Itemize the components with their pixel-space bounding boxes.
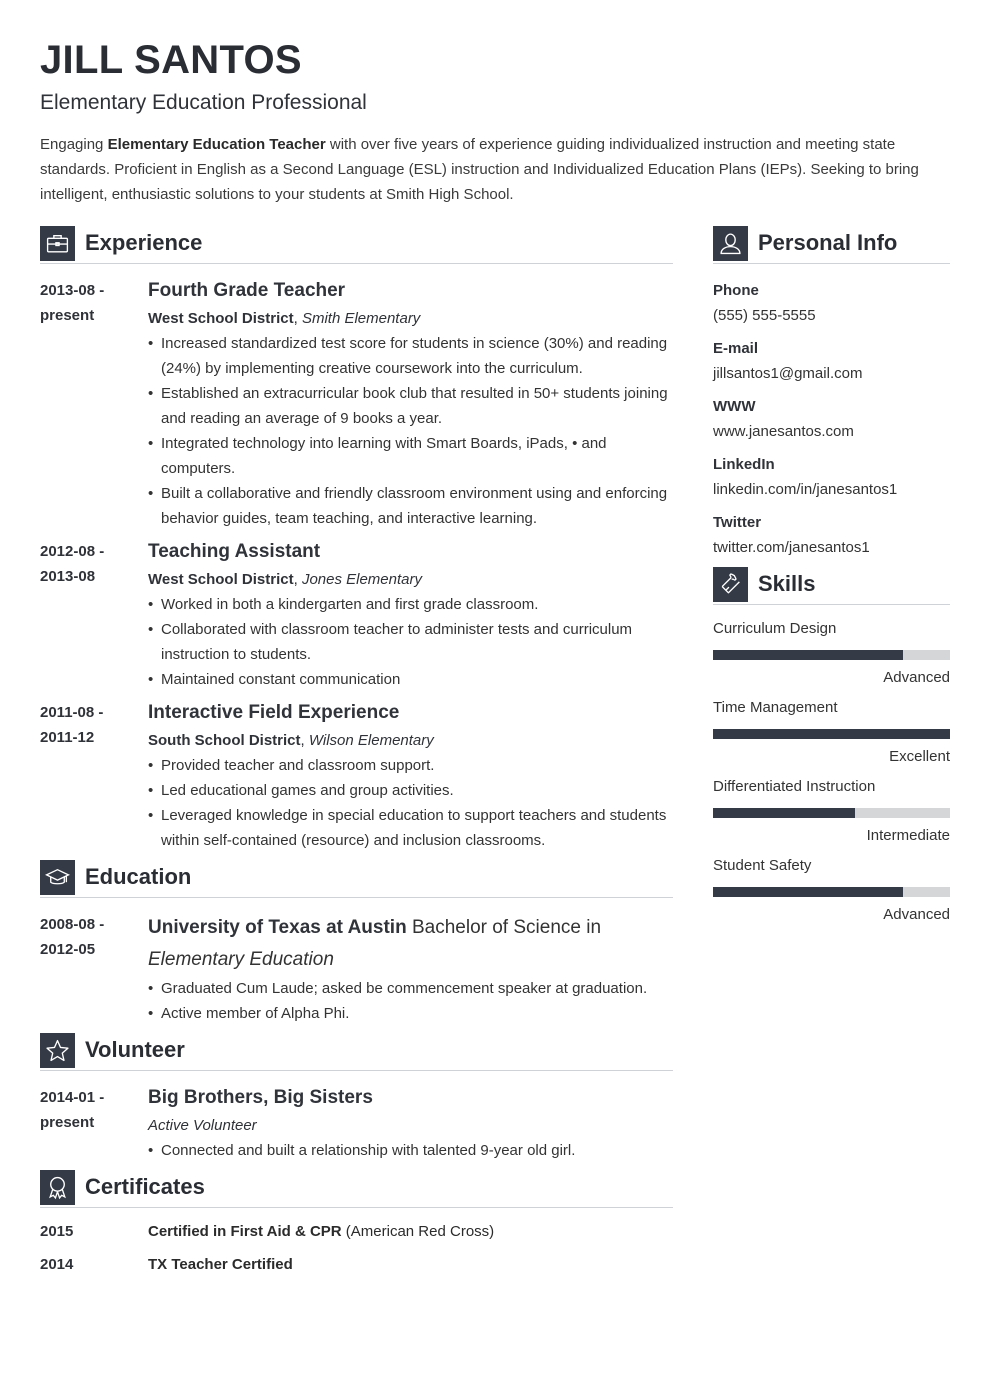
skills-title: Skills	[758, 571, 816, 596]
entry-date: 2011-08 - 2011-12	[40, 704, 104, 746]
entry-date: 2008-08 - 2012-05	[40, 916, 105, 958]
summary-highlight: Elementary Education Teacher	[107, 136, 326, 153]
info-label: LinkedIn	[713, 456, 775, 473]
summary-text-end: with over five years of experience guiding individualized instruction and meeting state standards. Proficient in English as a Second Language (ESL) instruction and Individualized Education Plans (IEPs). Seeking to bring intelligent, enthusiastic solutions to your students at Smith High School.	[40, 136, 919, 203]
bullet-item: • Worked in both a kindergarten and first grade classroom.	[148, 592, 673, 617]
info-value: www.janesantos.com	[713, 423, 854, 440]
certificates-title: Certificates	[85, 1174, 205, 1199]
skill-bar-fill	[713, 887, 903, 897]
info-item	[713, 452, 950, 502]
entry-org: West School District, Jones Elementary	[148, 571, 422, 588]
info-item	[713, 394, 950, 444]
certificate-name: TX Teacher Certified	[148, 1256, 293, 1273]
entry-title: Big Brothers, Big Sisters	[148, 1087, 373, 1108]
certificates-header	[40, 1171, 673, 1208]
info-item	[713, 336, 950, 386]
summary-text-start: Engaging	[40, 136, 108, 153]
education-title: Education	[85, 864, 192, 889]
volunteer-title: Volunteer	[85, 1037, 185, 1062]
certificate-row	[40, 1255, 673, 1275]
skill-item	[713, 698, 950, 767]
resume-role: Elementary Education Professional	[40, 91, 367, 114]
resume-name: JILL SANTOS	[40, 38, 302, 82]
graduation-cap-icon	[40, 860, 75, 895]
entry-title: Fourth Grade Teacher	[148, 280, 346, 301]
skill-level: Excellent	[889, 748, 950, 765]
skills-header	[713, 568, 950, 605]
skill-bar	[713, 650, 950, 660]
bullet-item: • Built a collaborative and friendly classroom environment using and enforcing behavior guides, team teaching, and interactive learning.	[148, 481, 673, 531]
info-value: linkedin.com/in/janesantos1	[713, 481, 898, 498]
skill-item	[713, 856, 950, 925]
bullet-item: • Leveraged knowledge in special education to support teachers and students within self-contained (resource) and inclusion classrooms.	[148, 803, 673, 853]
personal-info-title: Personal Info	[758, 230, 898, 255]
bullet-item: • Graduated Cum Laude; asked be commencement speaker at graduation.	[148, 976, 673, 1001]
entry-date: 2014-01 - present	[40, 1089, 105, 1131]
info-value: jillsantos1@gmail.com	[713, 365, 863, 382]
entry-bullets	[148, 1138, 673, 1163]
education-header	[40, 861, 673, 898]
certificates-section	[40, 1171, 673, 1275]
info-value: twitter.com/janesantos1	[713, 539, 870, 556]
skill-level: Advanced	[883, 906, 950, 923]
skill-item	[713, 777, 950, 846]
info-value: (555) 555-5555	[713, 307, 816, 324]
entry-title: Teaching Assistant	[148, 541, 321, 562]
volunteer-header	[40, 1034, 673, 1071]
skills-section	[713, 568, 950, 925]
skill-item	[713, 619, 950, 688]
certificate-year: 2014	[40, 1256, 74, 1273]
info-label: E-mail	[713, 340, 759, 357]
experience-entry	[40, 700, 673, 853]
info-item	[713, 510, 950, 560]
experience-entry	[40, 278, 673, 531]
skill-bar	[713, 887, 950, 897]
entry-date: 2013-08 - present	[40, 282, 105, 324]
bullet-item: • Active member of Alpha Phi.	[148, 1001, 673, 1026]
entry-bullets	[148, 753, 673, 853]
skill-name: Curriculum Design	[713, 620, 837, 637]
info-label: WWW	[713, 398, 756, 415]
skill-bar-fill	[713, 808, 855, 818]
entry-bullets	[148, 592, 673, 692]
sidebar-column	[713, 227, 950, 935]
entry-title: Interactive Field Experience	[148, 702, 400, 723]
experience-header	[40, 227, 673, 264]
volunteer-section	[40, 1034, 673, 1163]
experience-entry	[40, 539, 673, 692]
puzzle-icon	[713, 567, 748, 602]
volunteer-entry	[40, 1085, 673, 1163]
info-label: Phone	[713, 282, 759, 299]
certificate-year: 2015	[40, 1223, 74, 1240]
skill-name: Time Management	[713, 699, 838, 716]
skill-name: Differentiated Instruction	[713, 778, 876, 795]
skill-bar	[713, 808, 950, 818]
certificate-name: Certified in First Aid & CPR (American Red Cross)	[148, 1223, 495, 1240]
bullet-item: • Connected and built a relationship with talented 9-year old girl.	[148, 1138, 673, 1163]
personal-info-section	[713, 227, 950, 560]
info-label: Twitter	[713, 514, 762, 531]
user-icon	[713, 226, 748, 261]
award-icon	[40, 1170, 75, 1205]
education-degree: University of Texas at Austin Bachelor of Science in Elementary Education	[148, 917, 602, 970]
bullet-item: • Integrated technology into learning with Smart Boards, iPads, • and computers.	[148, 431, 673, 481]
skill-bar-fill	[713, 650, 903, 660]
bullet-item: • Maintained constant communication	[148, 667, 673, 692]
experience-title: Experience	[85, 230, 203, 255]
entry-role: Active Volunteer	[148, 1117, 257, 1134]
entry-bullets	[148, 976, 673, 1026]
resume-summary	[40, 132, 945, 207]
personal-info-header	[713, 227, 950, 264]
entry-date: 2012-08 - 2013-08	[40, 543, 105, 585]
skill-bar-fill	[713, 729, 950, 739]
education-section	[40, 861, 673, 1026]
entry-org: South School District, Wilson Elementary	[148, 732, 434, 749]
skill-level: Intermediate	[866, 827, 950, 844]
skill-level: Advanced	[883, 669, 950, 686]
main-column	[40, 227, 673, 1288]
skill-bar	[713, 729, 950, 739]
entry-bullets	[148, 331, 673, 531]
bullet-item: • Provided teacher and classroom support.	[148, 753, 673, 778]
bullet-item: • Collaborated with classroom teacher to administer tests and curriculum instruction to students.	[148, 617, 673, 667]
bullet-item: • Increased standardized test score for students in science (30%) and reading (24%) by implementing creative coursework into the curriculum.	[148, 331, 673, 381]
bullet-item: • Established an extracurricular book club that resulted in 50+ students joining and reading an average of 9 books a year.	[148, 381, 673, 431]
skill-name: Student Safety	[713, 857, 812, 874]
education-entry	[40, 912, 673, 1026]
experience-section	[40, 227, 673, 853]
certificate-row	[40, 1222, 673, 1242]
briefcase-icon	[40, 226, 75, 261]
info-item	[713, 278, 950, 328]
star-icon	[40, 1033, 75, 1068]
entry-org: West School District, Smith Elementary	[148, 310, 421, 327]
bullet-item: • Led educational games and group activities.	[148, 778, 673, 803]
